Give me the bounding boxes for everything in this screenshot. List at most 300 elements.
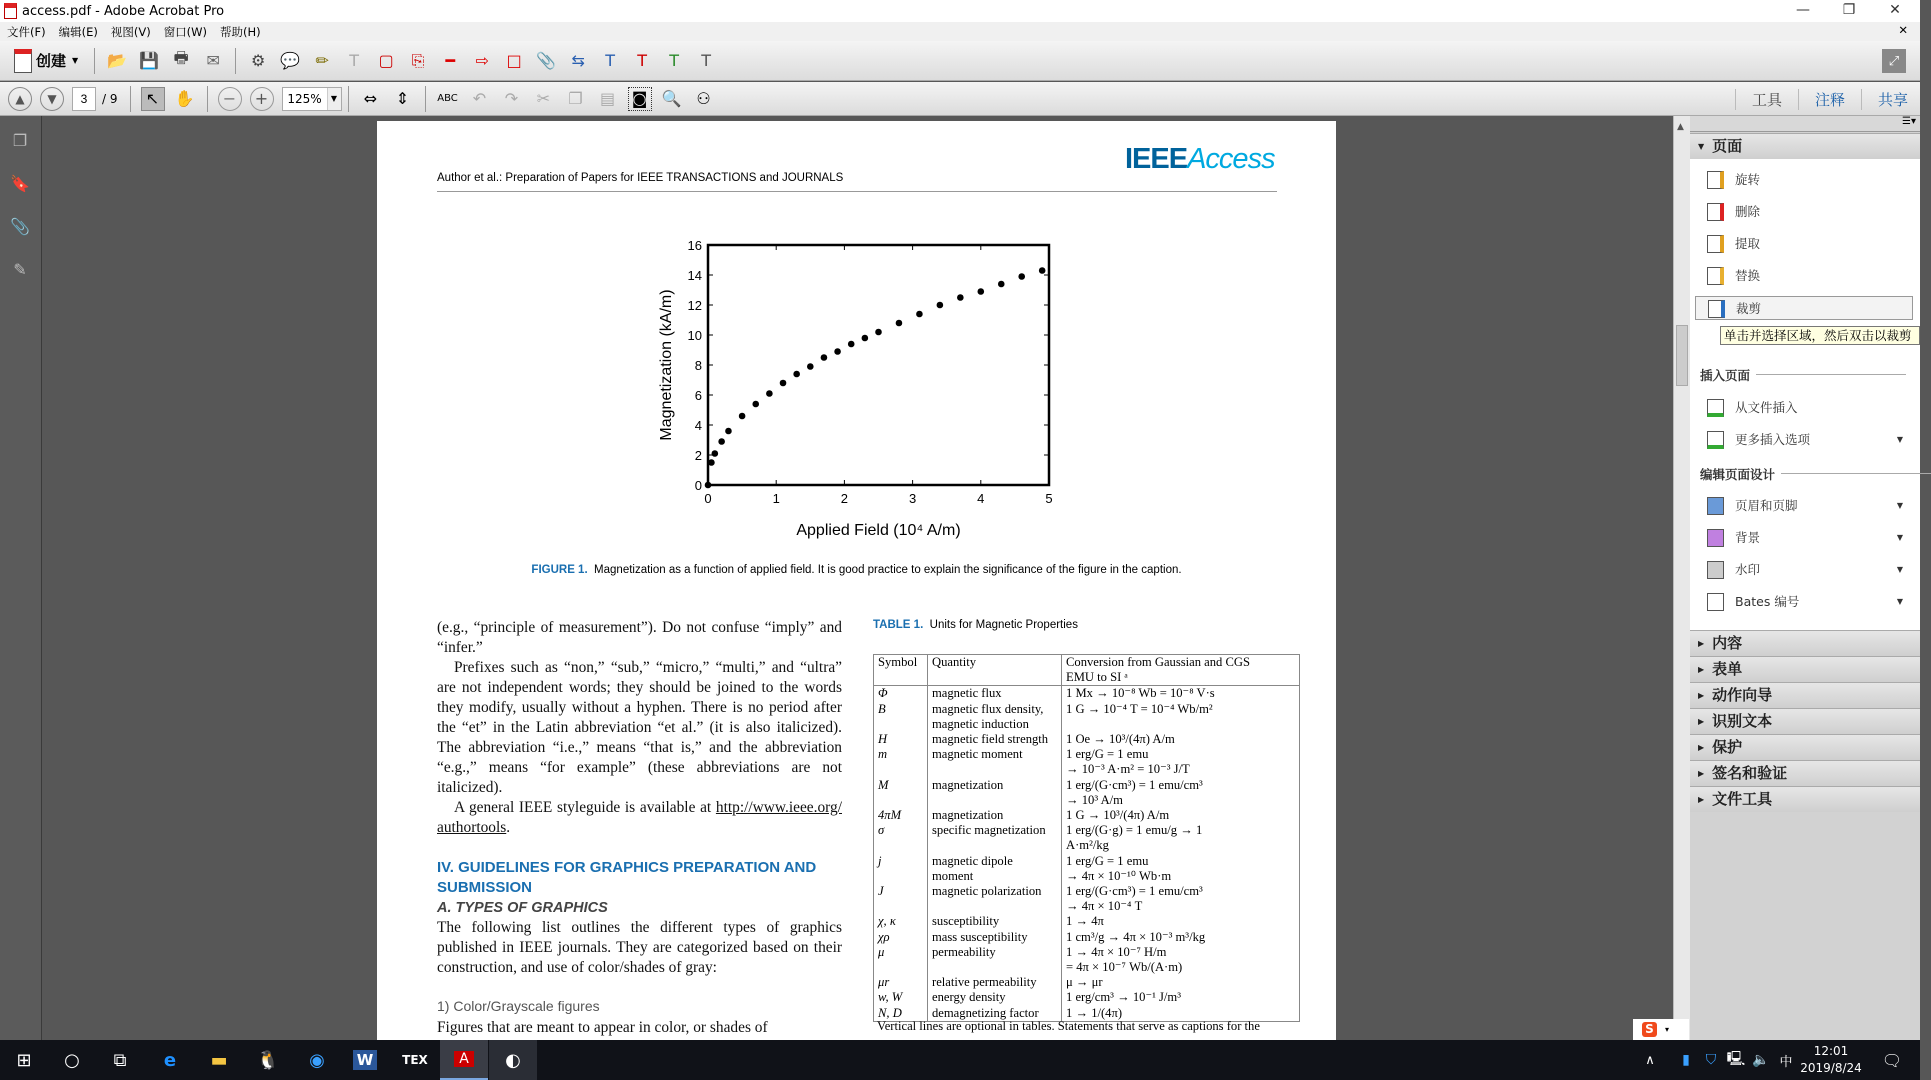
divider xyxy=(235,48,236,74)
paragraph: The following list outlines the different types of graphics published in IEEE journals. They are categorized based on their construction, and use of color/shades of gray: xyxy=(437,919,842,976)
watermark-icon xyxy=(1707,561,1724,579)
create-button[interactable] xyxy=(10,49,78,73)
rotate-page-icon xyxy=(1707,171,1724,189)
cell-line: → 4π × 10⁻⁴ T xyxy=(1066,899,1143,914)
close-document-button[interactable]: ✕ xyxy=(1898,23,1908,37)
task-view-icon[interactable]: ⧉ xyxy=(113,1049,127,1071)
quantity-cell xyxy=(928,914,1062,929)
signatures-icon[interactable]: ✎ xyxy=(13,259,27,279)
divider xyxy=(94,48,95,74)
section-header[interactable] xyxy=(1690,734,1920,760)
crop-page-icon xyxy=(1708,300,1725,318)
tab-tools[interactable]: 工具 xyxy=(1735,89,1798,110)
panel-item-insert[interactable] xyxy=(1695,428,1913,452)
symbol-cell: j xyxy=(874,854,928,884)
zoom-value: 125% xyxy=(287,91,322,106)
section-header[interactable] xyxy=(1690,708,1920,734)
quantity-cell xyxy=(928,808,1062,823)
previous-page-button[interactable]: ▲ xyxy=(8,87,32,111)
bookmarks-icon[interactable]: 🔖 xyxy=(10,173,30,193)
figure-caption xyxy=(377,564,1336,576)
x-tick-label: 5 xyxy=(1045,491,1053,506)
cell-line: 1 → 1/(4π) xyxy=(1066,1005,1123,1020)
cell-line: susceptibility xyxy=(932,914,1000,929)
conversion-cell xyxy=(1062,914,1300,929)
data-point xyxy=(848,341,855,348)
subsubsection-heading: 1) Color/Grayscale figures xyxy=(437,998,600,1014)
extract-page-icon xyxy=(1707,235,1724,253)
divider xyxy=(207,86,208,112)
x-tick-label: 2 xyxy=(840,491,849,506)
conversion-cell xyxy=(1062,702,1300,732)
ime-menu-icon[interactable]: ▾ xyxy=(1665,1025,1670,1034)
cell-line: magnetic field strength xyxy=(932,732,1049,747)
quantity-cell xyxy=(928,702,1062,732)
section-header[interactable] xyxy=(1690,786,1920,812)
chevron-down-icon: ▼ xyxy=(72,56,79,65)
chevron-down-icon[interactable]: ▼ xyxy=(1896,565,1903,574)
menu-bar xyxy=(0,22,1920,41)
panel-item-rotate-page[interactable] xyxy=(1695,168,1913,192)
cell-line: 1 erg/(G·g) = 1 emu/g → 1 xyxy=(1066,823,1203,838)
data-point xyxy=(705,482,712,489)
conversion-cell xyxy=(1062,975,1300,990)
quantity-cell xyxy=(928,884,1062,914)
snapshot-icon[interactable]: ◙ xyxy=(628,87,652,111)
cell-line: 1 erg/G = 1 emu xyxy=(1066,853,1149,868)
panel-item-bates-number[interactable] xyxy=(1695,590,1913,614)
browser-icon[interactable]: ◉ xyxy=(309,1049,325,1071)
data-point xyxy=(739,413,746,420)
symbol-cell: M xyxy=(874,778,928,808)
edge-browser-icon[interactable]: e xyxy=(163,1049,177,1071)
data-point xyxy=(916,311,923,318)
item-label: Bates 编号 xyxy=(1735,594,1800,609)
navigation-toolbar xyxy=(0,82,1920,116)
data-point xyxy=(875,329,882,336)
insert-text-icon[interactable]: T xyxy=(701,51,712,70)
data-point xyxy=(821,354,828,361)
section-label: 识别文本 xyxy=(1712,712,1773,730)
column-header: Quantity xyxy=(928,655,1062,686)
vertical-scrollbar[interactable] xyxy=(1673,116,1690,1040)
table-row xyxy=(874,930,1300,945)
cell-line: 1 erg/(G·cm³) = 1 emu/cm³ xyxy=(1066,777,1203,792)
x-tick-label: 4 xyxy=(977,491,985,506)
cell-line: magnetization xyxy=(932,777,1004,792)
symbol-cell: m xyxy=(874,747,928,777)
minimize-button[interactable]: — xyxy=(1796,2,1810,18)
attachments-icon[interactable]: 📎 xyxy=(10,216,30,236)
magnifier-icon[interactable]: 🔍 xyxy=(661,89,682,108)
section-label: 内容 xyxy=(1712,634,1743,652)
tools-panel xyxy=(1690,116,1920,1040)
panel-item-header-footer[interactable] xyxy=(1695,494,1913,518)
qq-icon[interactable]: 🐧 xyxy=(256,1049,280,1071)
fullscreen-icon[interactable]: ⤢ xyxy=(1882,49,1906,73)
units-table xyxy=(873,654,1300,1022)
text-edit-icon[interactable]: T xyxy=(349,51,360,70)
section-label: 动作向导 xyxy=(1712,686,1773,704)
open-icon[interactable]: 📂 xyxy=(107,51,128,70)
cell-line: 1 Oe → 10³/(4π) A/m xyxy=(1066,732,1175,747)
cell-line: magnetic induction xyxy=(932,716,1029,731)
delete-page-icon xyxy=(1707,203,1724,221)
y-tick-label: 10 xyxy=(687,328,702,343)
data-point xyxy=(708,459,715,466)
symbol-cell: B xyxy=(874,702,928,732)
item-label: 旋转 xyxy=(1735,172,1761,187)
section-label: 签名和验证 xyxy=(1712,764,1788,782)
fit-width-icon[interactable]: ⇔ xyxy=(363,89,378,108)
section-header[interactable] xyxy=(1690,760,1920,786)
ieee-access-logo xyxy=(1125,143,1275,176)
page-number-input[interactable] xyxy=(72,87,96,111)
page-total: / 9 xyxy=(102,91,118,106)
chevron-down-icon[interactable]: ▼ xyxy=(1896,533,1903,542)
collapsed-triangle-icon: ▶ xyxy=(1698,717,1705,726)
cell-line: → 4π × 10⁻¹⁰ Wb·m xyxy=(1066,868,1172,883)
cell-line: magnetic moment xyxy=(932,747,1023,762)
tab-comment[interactable]: 注释 xyxy=(1798,89,1861,110)
header-footer-icon xyxy=(1707,497,1724,515)
hand-tool-icon[interactable]: ✋ xyxy=(174,89,195,108)
menu-window[interactable]: 窗口(W) xyxy=(163,24,208,39)
y-tick-label: 16 xyxy=(687,238,702,253)
collapsed-triangle-icon: ▶ xyxy=(1698,639,1705,648)
highlight-icon[interactable]: ✏ xyxy=(315,51,329,70)
data-point xyxy=(1018,273,1025,280)
collapsed-triangle-icon: ▶ xyxy=(1698,691,1705,700)
column-header: Symbol xyxy=(874,655,928,686)
attach-icon[interactable]: 📎 xyxy=(536,51,557,70)
chevron-down-icon[interactable]: ▼ xyxy=(1896,597,1903,606)
save-icon[interactable]: 💾 xyxy=(139,51,160,70)
expanded-triangle-icon: ▼ xyxy=(1698,142,1705,151)
cell-line: 1 erg/(G·cm³) = 1 emu/cm³ xyxy=(1066,884,1203,899)
cell-line: magnetic flux xyxy=(932,686,1002,701)
scroll-up-icon[interactable]: ▲ xyxy=(1677,122,1684,132)
date: 2019/8/24 xyxy=(1800,1061,1862,1075)
cell-line: 1 → 4π × 10⁻⁷ H/m xyxy=(1066,944,1167,959)
panel-item-delete-page[interactable] xyxy=(1695,200,1913,224)
paragraph: (e.g., “principle of measurement”). Do not confuse “imply” and “infer.” xyxy=(437,619,842,656)
cell-line: specific magnetization xyxy=(932,823,1046,838)
y-axis-label: Magnetization (kA/m) xyxy=(658,289,675,441)
window-title: access.pdf - Adobe Acrobat Pro xyxy=(22,3,225,19)
divider xyxy=(348,86,349,112)
collapsed-triangle-icon: ▶ xyxy=(1698,743,1705,752)
bates-number-icon xyxy=(1707,593,1724,611)
table-caption xyxy=(873,619,1078,631)
plot-frame xyxy=(708,245,1049,485)
chevron-down-icon[interactable]: ▼ xyxy=(327,88,341,110)
start-button[interactable]: ⊞ xyxy=(16,1049,32,1071)
collapsed-triangle-icon: ▶ xyxy=(1698,769,1705,778)
cell-line: relative permeability xyxy=(932,975,1037,990)
ime-floating-bar[interactable] xyxy=(1633,1019,1689,1040)
taskbar xyxy=(0,1040,1920,1080)
settings-icon[interactable]: ⚙ xyxy=(251,51,266,70)
redo-icon[interactable]: ↷ xyxy=(504,89,519,108)
quantity-cell xyxy=(928,732,1062,747)
section-header[interactable] xyxy=(1690,656,1920,682)
cell-line: = 4π × 10⁻⁷ Wb/(A·m) xyxy=(1066,960,1183,975)
cut-icon[interactable]: ✂ xyxy=(536,89,551,108)
cell-line: permeability xyxy=(932,944,996,959)
zoom-out-button[interactable]: − xyxy=(218,87,242,111)
title-bar xyxy=(0,0,1920,22)
acrobat-logo-icon xyxy=(4,3,17,19)
cell-line: 1 erg/cm³ → 10⁻¹ J/m³ xyxy=(1066,990,1181,1005)
data-point xyxy=(725,428,732,435)
panel-item-crop-page[interactable] xyxy=(1695,296,1913,320)
section-header[interactable] xyxy=(1690,682,1920,708)
file-explorer-icon[interactable]: ▬ xyxy=(210,1049,228,1071)
paragraph: Figures that are meant to appear in color, or shades of xyxy=(437,1019,768,1036)
comment-icon[interactable]: 💬 xyxy=(280,51,301,70)
table-row xyxy=(874,914,1300,929)
section-header[interactable] xyxy=(1690,630,1920,656)
item-label: 提取 xyxy=(1735,236,1761,251)
select-tool-icon[interactable]: ↖ xyxy=(141,87,165,111)
acrobat-taskbar-icon[interactable]: A xyxy=(440,1040,488,1080)
y-tick-label: 8 xyxy=(694,358,702,373)
security-shield-icon[interactable]: ⛉ xyxy=(1705,1052,1717,1068)
conversion-cell xyxy=(1062,945,1300,975)
search-icon[interactable]: ○ xyxy=(64,1049,80,1071)
y-tick-label: 4 xyxy=(694,418,702,433)
cell-line: 1 G → 10³/(4π) A/m xyxy=(1066,808,1170,823)
main-toolbar xyxy=(0,41,1920,81)
paragraph-text: A general IEEE styleguide is available at xyxy=(454,799,716,816)
table-caption-text: Units for Magnetic Properties xyxy=(929,619,1078,631)
chevron-down-icon[interactable]: ▼ xyxy=(1896,435,1903,444)
network-icon[interactable]: 🖳 xyxy=(1726,1051,1746,1067)
conversion-cell xyxy=(1062,990,1300,1005)
quantity-cell xyxy=(928,823,1062,853)
collapsed-triangle-icon: ▶ xyxy=(1698,795,1705,804)
volume-icon[interactable]: 🔈 xyxy=(1752,1052,1770,1068)
table-row xyxy=(874,732,1300,747)
panel-item-watermark[interactable] xyxy=(1695,558,1913,582)
collapsed-triangle-icon: ▶ xyxy=(1698,665,1705,674)
item-label: 删除 xyxy=(1735,204,1761,219)
column-header: Conversion from Gaussian and CGS EMU to SI ᵃ xyxy=(1062,655,1300,686)
texstudio-icon[interactable]: TEX xyxy=(402,1053,428,1067)
panel-item-replace-page[interactable] xyxy=(1695,264,1913,288)
underline-icon[interactable]: T xyxy=(669,51,680,70)
x-tick-label: 1 xyxy=(772,491,780,506)
cell-line: magnetic polarization xyxy=(932,884,1042,899)
pdf-page xyxy=(377,121,1336,1040)
item-label: 更多插入选项 xyxy=(1735,432,1811,447)
data-point xyxy=(712,450,719,457)
y-tick-label: 2 xyxy=(694,448,702,463)
conversion-cell xyxy=(1062,854,1300,884)
ime-indicator[interactable]: 中 xyxy=(1779,1054,1793,1070)
time: 12:01 xyxy=(1813,1044,1849,1058)
table-row xyxy=(874,990,1300,1005)
section-label: 表单 xyxy=(1712,660,1743,678)
conversion-cell xyxy=(1062,930,1300,945)
cell-line: 1 Mx → 10⁻⁸ Wb = 10⁻⁸ V·s xyxy=(1066,686,1215,701)
chevron-down-icon[interactable]: ▼ xyxy=(1896,501,1903,510)
insert-pages-group: 插入页面 xyxy=(1700,368,1751,383)
edit-page-design-group: 编辑页面设计 xyxy=(1700,467,1776,482)
clock[interactable] xyxy=(1800,1043,1862,1077)
period: . xyxy=(506,819,511,836)
conversion-cell xyxy=(1062,808,1300,823)
sogou-ime-icon: S xyxy=(1642,1022,1657,1037)
y-tick-label: 12 xyxy=(687,298,702,313)
conversion-cell xyxy=(1062,732,1300,747)
cell-line: magnetization xyxy=(932,808,1004,823)
item-label: 从文件插入 xyxy=(1735,400,1798,415)
scrollbar-thumb[interactable] xyxy=(1676,325,1688,386)
table-row xyxy=(874,945,1300,975)
line-icon[interactable]: ━ xyxy=(445,51,455,70)
restore-button[interactable]: ❐ xyxy=(1842,2,1856,18)
more-insert-icon xyxy=(1707,431,1724,449)
zoom-in-button[interactable]: + xyxy=(250,87,274,111)
quantity-cell xyxy=(928,990,1062,1005)
symbol-cell: χ, κ xyxy=(874,914,928,929)
replace-icon[interactable]: ⇆ xyxy=(571,51,585,70)
fit-page-icon[interactable]: ⇕ xyxy=(395,89,410,108)
find-binoculars-icon[interactable]: ⚇ xyxy=(696,89,711,108)
strikethrough-red-icon[interactable]: T xyxy=(637,51,648,70)
data-point xyxy=(834,348,841,355)
divider xyxy=(130,86,131,112)
figure-caption-text: Magnetization as a function of applied field. It is good practice to explain the significance of the figure in the caption. xyxy=(594,564,1182,576)
usb-icon[interactable]: ▮ xyxy=(1682,1052,1690,1068)
strikethrough-blue-icon[interactable]: T xyxy=(605,51,616,70)
tab-share[interactable]: 共享 xyxy=(1861,89,1920,110)
panel-item-background[interactable] xyxy=(1695,526,1913,550)
panel-item-extract-page[interactable] xyxy=(1695,232,1913,256)
cell-line: moment xyxy=(932,868,974,883)
paste-icon[interactable]: ▤ xyxy=(599,89,616,108)
data-point xyxy=(957,294,964,301)
next-page-button[interactable]: ▼ xyxy=(40,87,64,111)
panel-item-insert[interactable] xyxy=(1695,396,1913,420)
show-hidden-icons[interactable]: ∧ xyxy=(1645,1052,1655,1068)
cell-line: A·m²/kg xyxy=(1066,838,1109,853)
quantity-cell xyxy=(928,747,1062,777)
menu-help[interactable]: 帮助(H) xyxy=(220,24,261,39)
cell-line: magnetic flux density, xyxy=(932,701,1044,716)
tooltip: 单击并选择区域，然后双击以裁剪 xyxy=(1720,326,1920,345)
close-button[interactable]: ✕ xyxy=(1889,2,1901,18)
panel-options-bar xyxy=(1690,116,1920,132)
table-row xyxy=(874,686,1300,702)
symbol-cell: J xyxy=(874,884,928,914)
conversion-cell xyxy=(1062,747,1300,777)
page-thumbnails-icon[interactable]: ❐ xyxy=(12,130,28,150)
item-label: 水印 xyxy=(1735,562,1761,577)
zoom-select[interactable] xyxy=(282,87,342,111)
cell-line: 1 cm³/g → 4π × 10⁻³ m³/kg xyxy=(1066,929,1206,944)
cell-line: 1 erg/G = 1 emu xyxy=(1066,747,1149,762)
symbol-cell: μ xyxy=(874,945,928,975)
section-label: 文件工具 xyxy=(1712,790,1773,808)
logo-ieee: IEEE xyxy=(1125,143,1188,175)
symbol-cell: χρ xyxy=(874,930,928,945)
arrow-icon[interactable]: ⇨ xyxy=(475,51,489,70)
app-taskbar-icon[interactable]: ◐ xyxy=(489,1040,537,1080)
y-tick-label: 6 xyxy=(694,388,702,403)
insert-from-file-icon xyxy=(1707,399,1724,417)
panel-menu-icon[interactable]: ☰▾ xyxy=(1902,116,1916,127)
y-tick-label: 14 xyxy=(687,268,702,283)
copy-icon[interactable]: ❐ xyxy=(568,89,583,108)
cell-line: mass susceptibility xyxy=(932,929,1028,944)
undo-icon[interactable]: ↶ xyxy=(472,89,487,108)
section-label: 保护 xyxy=(1712,738,1743,756)
quantity-cell xyxy=(928,686,1062,702)
menu-view[interactable]: 视图(V) xyxy=(110,24,151,39)
cell-line: energy density xyxy=(932,990,1006,1005)
email-icon[interactable]: ✉ xyxy=(206,51,220,70)
textbox-icon[interactable]: ▢ xyxy=(378,51,394,70)
table-footnote: Vertical lines are optional in tables. Statements that serve as captions for the xyxy=(877,1019,1260,1033)
symbol-cell: μr xyxy=(874,975,928,990)
item-label: 背景 xyxy=(1735,530,1761,545)
notifications-icon[interactable]: 🗨 xyxy=(1881,1050,1903,1070)
left-column xyxy=(437,618,842,1038)
stamp-icon[interactable]: ⎘ xyxy=(411,50,425,70)
word-icon[interactable]: W xyxy=(341,1040,389,1080)
logo-access: Access xyxy=(1187,143,1275,175)
section-pages-header[interactable] xyxy=(1690,133,1920,159)
print-icon[interactable]: 🖶 xyxy=(173,48,189,67)
table-row xyxy=(874,808,1300,823)
figure-label: FIGURE 1. xyxy=(531,564,588,576)
cell-line: demagnetizing factor xyxy=(932,1005,1039,1020)
data-point xyxy=(766,390,773,397)
section-label: 页面 xyxy=(1712,137,1743,155)
quantity-cell xyxy=(928,778,1062,808)
styleguide-link[interactable]: http://www.ieee.org/authortools xyxy=(437,799,842,836)
menu-file[interactable]: 文件(F) xyxy=(7,24,46,39)
data-point xyxy=(998,281,1005,288)
running-header: Author et al.: Preparation of Papers for IEEE TRANSACTIONS and JOURNALS xyxy=(437,172,844,184)
table-row xyxy=(874,854,1300,884)
subsection-heading: A. TYPES OF GRAPHICS xyxy=(437,900,608,916)
table-row xyxy=(874,884,1300,914)
divider xyxy=(425,86,426,112)
quantity-cell xyxy=(928,975,1062,990)
menu-edit[interactable]: 编辑(E) xyxy=(58,24,98,39)
item-label: 页眉和页脚 xyxy=(1735,498,1798,513)
cell-line: 1 → 4π xyxy=(1066,914,1104,929)
symbol-cell: H xyxy=(874,732,928,747)
rectangle-icon[interactable]: □ xyxy=(506,51,522,70)
conversion-cell xyxy=(1062,686,1300,702)
data-point xyxy=(807,363,814,370)
table-row xyxy=(874,975,1300,990)
quantity-cell xyxy=(928,854,1062,884)
create-label: 创建 xyxy=(36,52,67,70)
magnetization-chart xyxy=(637,221,1053,561)
data-point xyxy=(752,401,759,408)
y-tick-label: 0 xyxy=(694,478,702,493)
spellcheck-icon[interactable]: ABC xyxy=(437,93,458,104)
conversion-cell xyxy=(1062,823,1300,853)
cell-line: magnetic dipole xyxy=(932,853,1013,868)
replace-page-icon xyxy=(1707,267,1724,285)
